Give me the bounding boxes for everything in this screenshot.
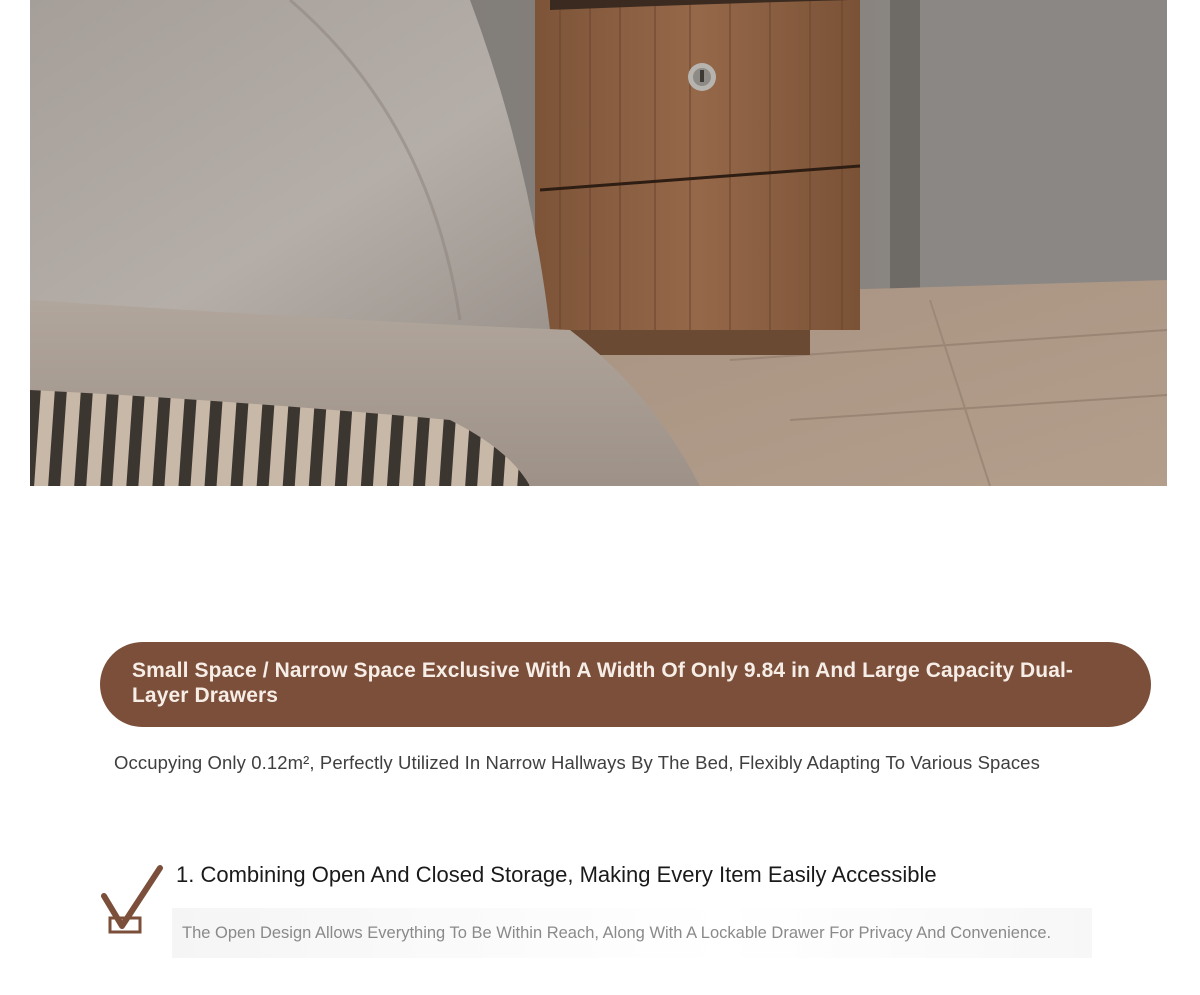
hero-product-photo	[30, 0, 1167, 486]
checkmark-icon	[98, 862, 164, 938]
banner-headline: Small Space / Narrow Space Exclusive With A Width Of Only 9.84 in And Large Capacity Dual-Layer Drawers	[132, 659, 1074, 707]
feature-description: The Open Design Allows Everything To Be Within Reach, Along With A Lockable Drawer For Privacy And Convenience.	[172, 908, 1092, 958]
feature-title: 1. Combining Open And Closed Storage, Making Every Item Easily Accessible	[176, 862, 937, 887]
feature-banner	[100, 642, 1151, 727]
banner-subtitle: Occupying Only 0.12m², Perfectly Utilized In Narrow Hallways By The Bed, Flexibly Adapting To Various Spaces	[114, 752, 1040, 773]
